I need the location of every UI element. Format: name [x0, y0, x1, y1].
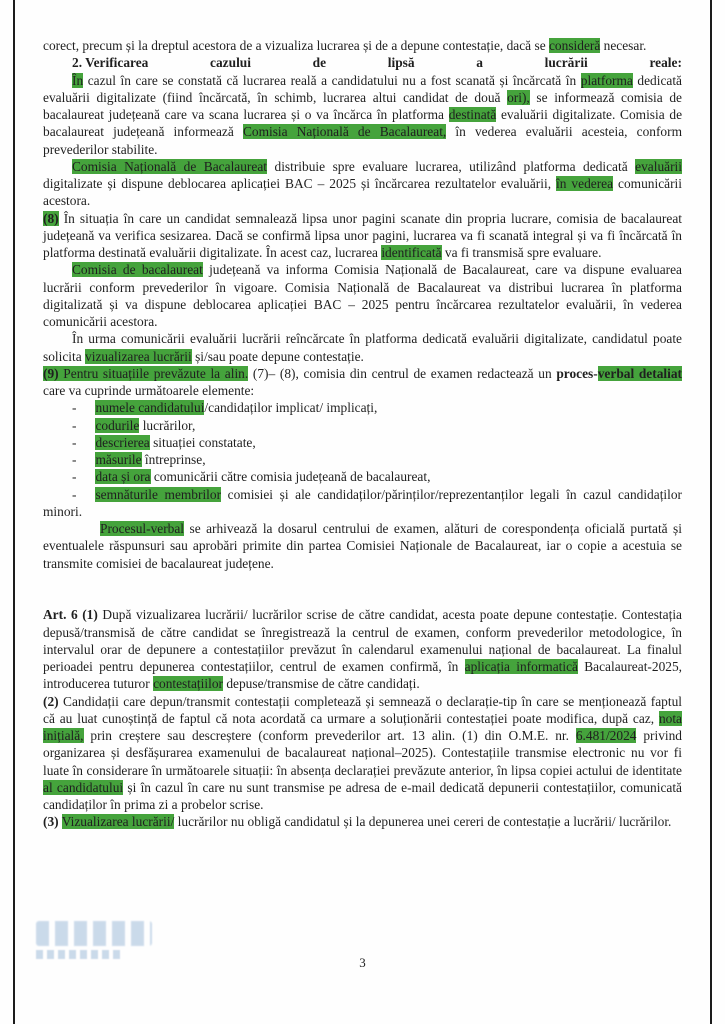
highlighted-text: (8) — [43, 210, 59, 226]
bullet-marker: - — [72, 434, 77, 450]
text-run: întreprinse, — [141, 452, 206, 467]
paragraph — [43, 693, 682, 814]
heading-word: cazului — [210, 55, 251, 71]
highlighted-text: aplicația informatică — [464, 659, 578, 674]
text-run: În situația în care un candidat semnalează lipsa unor pagini scanate din propria lucrare, comisia de bacalaureat județeană va verifica sesizarea. Dacă se confirmă lipsa unor pagini, lucrarea va fi scanată integral și va fi încărcată în platforma destinată evaluării digitalizate. În acest caz, lucrarea — [43, 210, 682, 260]
list-item — [43, 451, 682, 468]
text-run: în vederea evaluării acesteia, conform prevederilor stabilite. — [43, 124, 682, 157]
highlighted-text: data și ora — [95, 469, 151, 485]
heading-word: a — [476, 55, 483, 71]
text-run: lucrărilor, — [139, 417, 196, 433]
text-run: corect, precum și la dreptul acestora de a vizualiza lucrarea și de a depune contestație, dacă se — [43, 38, 549, 53]
highlighted-text: descrierea — [95, 434, 150, 450]
text-run: județeană va informa Comisia Națională de Bacalaureat, care va dispune evaluarea lucrării conform prevederilor în vigoare. Comisia Națională de Bacalaureat va distribui lucrarea în platforma digitalizată și va dispune deblocarea aplicației BAC – 2025 pentru încărcarea rezultatelor evaluării, în vederea comunicării acestora. — [43, 262, 682, 329]
list-item — [43, 486, 682, 521]
highlighted-text: verbal detaliat — [597, 365, 682, 381]
text-run: necesar. — [600, 38, 647, 53]
paragraph — [43, 813, 682, 830]
highlighted-text: ori), — [507, 89, 530, 105]
highlighted-text: evaluării — [635, 158, 682, 174]
highlighted-text: vizualizarea lucrării — [85, 348, 192, 364]
paragraph — [43, 37, 682, 54]
paragraph-gap — [43, 589, 682, 606]
highlighted-text: destinată — [448, 107, 497, 122]
list-item — [43, 468, 682, 485]
highlighted-text: Pentru situațiile prevăzute la alin. — [58, 365, 249, 381]
heading-word: de — [312, 55, 327, 71]
text-run: privind organizarea și desfășurarea examenului de bacalaureat național–2025). Contestațiile transmise electronic nu vor fi luate în considerare în următoarele situații: în absența declarației prevăzute anterior, în lipsa copiei actului de identitate — [43, 728, 683, 778]
highlighted-text: nota inițială, — [43, 710, 682, 743]
highlighted-text: Procesul-verbal — [100, 521, 185, 536]
list-item — [43, 417, 682, 434]
paragraph-gap — [43, 572, 682, 589]
text-run: Bacalaureat-2025, introducerea tuturor — [43, 659, 683, 692]
paragraph — [43, 606, 682, 692]
bullet-marker: - — [72, 486, 77, 502]
heading-word: lipsă — [387, 55, 415, 71]
watermark-mark-large — [36, 921, 152, 946]
bullet-marker: - — [72, 469, 77, 485]
heading-word: 2. Verificarea — [72, 55, 149, 71]
text-run: În urma comunicării evaluării lucrării reîncărcate în platforma dedicată evaluării digitalizate, candidatul poate solicita — [43, 331, 682, 364]
text-run: comisiei și ale candidaților/părinților/reprezentanților legali în cazul candidaților minori. — [43, 486, 683, 519]
scan-edge-left — [13, 0, 15, 1024]
bullet-list — [43, 399, 682, 520]
scan-edge-right — [710, 0, 712, 1024]
heading-word: lucrării — [544, 55, 588, 71]
text-run: comunicării acestora. — [43, 176, 682, 209]
highlighted-text: 6.481/2024 — [575, 728, 637, 743]
highlighted-text: semnăturile membrilor — [95, 486, 222, 502]
highlighted-text: (9) — [43, 365, 59, 381]
list-item — [43, 399, 682, 416]
highlighted-text: al candidatului — [43, 779, 124, 795]
paragraph — [43, 72, 682, 158]
highlighted-text: platforma — [580, 72, 633, 88]
text-run: (3) — [43, 814, 59, 830]
text-run: digitalizate și dispune deblocarea aplicației BAC – 2025 și încărcarea rezultatelor evaluării, — [43, 176, 557, 191]
highlighted-text: Comisia de bacalaureat — [72, 262, 203, 278]
text-run: care va cuprinde următoarele elemente: — [43, 383, 255, 398]
highlighted-text: măsurile — [95, 452, 142, 467]
highlighted-text: contestațiilor — [153, 676, 223, 692]
text-run: situației constatate, — [149, 434, 256, 450]
text-run: comunicării către comisia județeană de bacalaureat, — [150, 469, 431, 485]
bullet-marker: - — [72, 400, 77, 416]
heading-word: reale: — [649, 55, 682, 71]
highlighted-text: identificată — [381, 245, 442, 260]
highlighted-text: numele candidatului — [95, 400, 205, 416]
text-run: și în cazul în care nu sunt transmise pe adresa de e-mail dedicată depunerii contestațiilor, comunicată candidaților în prima zi a probelor scrise. — [43, 779, 682, 812]
highlighted-text: codurile — [95, 417, 140, 433]
paragraph — [43, 520, 682, 572]
page-number: 3 — [359, 955, 366, 970]
paragraph — [43, 261, 682, 330]
text-run: se arhivează la dosarul centrului de examen, alături de corespondența oficială purtată și eventualele răspunsuri sau aprobări primite din partea Comisiei Naționale de Bacalaureat, iar o copie a acestuia se transmite comisiei de bacalaureat județene. — [43, 521, 682, 571]
text-run: și/sau poate depune contestație. — [191, 348, 364, 364]
paragraph — [43, 365, 682, 400]
highlighted-text: În — [72, 72, 84, 88]
text-run: Art. 6 (1) — [43, 607, 98, 623]
highlighted-text: consideră — [548, 38, 601, 53]
text-run: /candidaților implicat/ implicați, — [204, 400, 378, 416]
text-run: (2) — [43, 693, 59, 709]
text-run: depuse/transmise de către candidați. — [222, 676, 420, 692]
text-run: cazul în care se constată că lucrarea reală a candidatului nu a fost scanată și încărcată în — [83, 72, 581, 88]
highlighted-text: Comisia Națională de Bacalaureat, — [242, 124, 447, 140]
bullet-marker: - — [72, 452, 77, 467]
text-run: se informează comisia de bacalaureat județeană care va scana lucrarea și o va încărca în platforma — [43, 89, 682, 122]
text-run: evaluării digitalizate. Comisia de bacalaureat județeană informează — [43, 107, 683, 140]
section-heading — [72, 54, 682, 71]
text-run: proces- — [556, 365, 598, 381]
paragraph — [43, 210, 682, 262]
bullet-marker: - — [72, 417, 77, 433]
text-run: va fi transmisă spre evaluare. — [441, 245, 602, 260]
document-body — [43, 37, 682, 831]
text-run: (7)– (8), comisia din centrul de examen redactează un — [248, 365, 557, 381]
highlighted-text: Vizualizarea lucrării/ — [61, 814, 175, 830]
text-run: Candidații care depun/transmit contestații completează și semnează o declarație-tip în care se menționează faptul că au luat cunoștință de faptul că nota acordată ca urmare a soluționării contestației poate modifica, după caz, — [43, 693, 682, 726]
highlighted-text: în vederea — [556, 176, 614, 191]
text-run: distribuie spre evaluare lucrarea, utilizând platforma dedicată — [267, 158, 636, 174]
paragraph — [43, 158, 682, 210]
highlighted-text: Comisia Națională de Bacalaureat — [72, 158, 267, 174]
text-run: lucrărilor nu obligă candidatul și la depunerea unei cereri de contestație a lucrării/ lucrărilor. — [174, 814, 672, 830]
text-run: prin creștere sau descreștere (conform prevederilor art. 13 alin. (1) din O.M.E. nr. — [83, 728, 576, 743]
text-run: După vizualizarea lucrării/ lucrărilor scrise de către candidat, acesta poate depune contestație. Contestația depusă/transmisă de către candidat se înregistrează la centrul de examen, conform prevederilor metodologice, în intervalul orar de depunere a contestațiilor prevăzut în calendarul examenului național de bacalaureat. La finalul perioadei pentru depunerea contestațiilor, centrul de examen confirmă, în — [43, 607, 682, 674]
text-run: dedicată evaluării digitalizate (fiind încărcată, în schimb, lucrarea altui candidat de două — [43, 72, 683, 105]
list-item — [43, 434, 682, 451]
paragraph — [43, 330, 682, 365]
